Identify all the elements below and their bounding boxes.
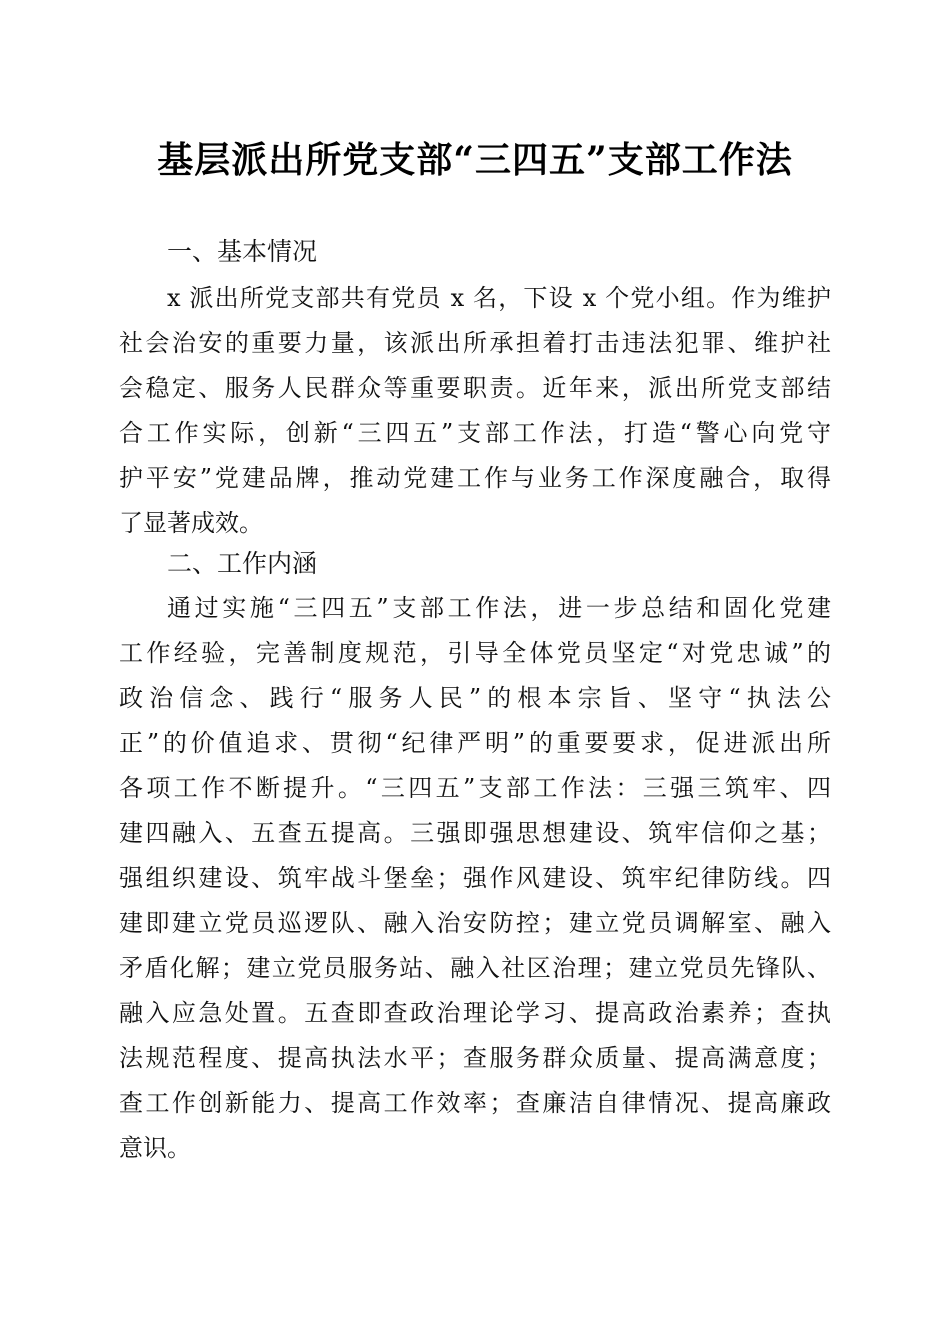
paragraph-line: 工作经验，完善制度规范，引导全体党员坚定“对党忠诚”的 [119, 639, 831, 667]
paragraph-line: 政治信念、践行“服务人民”的根本宗旨、坚守“执法公 [119, 684, 831, 712]
paragraph-line: 社会治安的重要力量，该派出所承担着打击违法犯罪、维护社 [119, 329, 831, 357]
section-heading-work-connotation: 二、工作内涵 [167, 549, 318, 578]
section-heading-basic-situation: 一、基本情况 [167, 237, 318, 266]
paragraph-line: 融入应急处置。五查即查政治理论学习、提高政治素养；查执 [119, 999, 831, 1027]
paragraph-line: 会稳定、服务人民群众等重要职责。近年来，派出所党支部结 [119, 374, 831, 402]
paragraph-line: 正”的价值追求、贯彻“纪律严明”的重要要求，促进派出所 [119, 729, 831, 757]
paragraph-line: 了显著成效。 [119, 509, 263, 537]
paragraph-line: 查工作创新能力、提高工作效率；查廉洁自律情况、提高廉政 [119, 1089, 831, 1117]
paragraph-line: 建即建立党员巡逻队、融入治安防控；建立党员调解室、融入 [119, 909, 831, 937]
document-title: 基层派出所党支部“三四五”支部工作法 [157, 139, 793, 181]
paragraph-line: 意识。 [119, 1134, 191, 1162]
paragraph-line: 强组织建设、筑牢战斗堡垒；强作风建设、筑牢纪律防线。四 [119, 864, 831, 892]
section-body-basic-situation [119, 276, 831, 546]
paragraph-line: 通过实施“三四五”支部工作法，进一步总结和固化党建 [167, 594, 831, 622]
paragraph-line: 合工作实际，创新“三四五”支部工作法，打造“警心向党守 [119, 419, 831, 447]
paragraph-line: 法规范程度、提高执法水平；查服务群众质量、提高满意度； [119, 1044, 831, 1072]
paragraph-line: x 派出所党支部共有党员 x 名，下设 x 个党小组。作为维护 [167, 284, 831, 312]
paragraph-line: 建四融入、五查五提高。三强即强思想建设、筑牢信仰之基； [119, 819, 831, 847]
paragraph-line: 护平安”党建品牌，推动党建工作与业务工作深度融合，取得 [119, 464, 831, 492]
section-body-work-connotation [119, 586, 831, 1171]
paragraph-line: 各项工作不断提升。“三四五”支部工作法：三强三筑牢、四 [119, 774, 831, 802]
paragraph-line: 矛盾化解；建立党员服务站、融入社区治理；建立党员先锋队、 [119, 954, 831, 982]
